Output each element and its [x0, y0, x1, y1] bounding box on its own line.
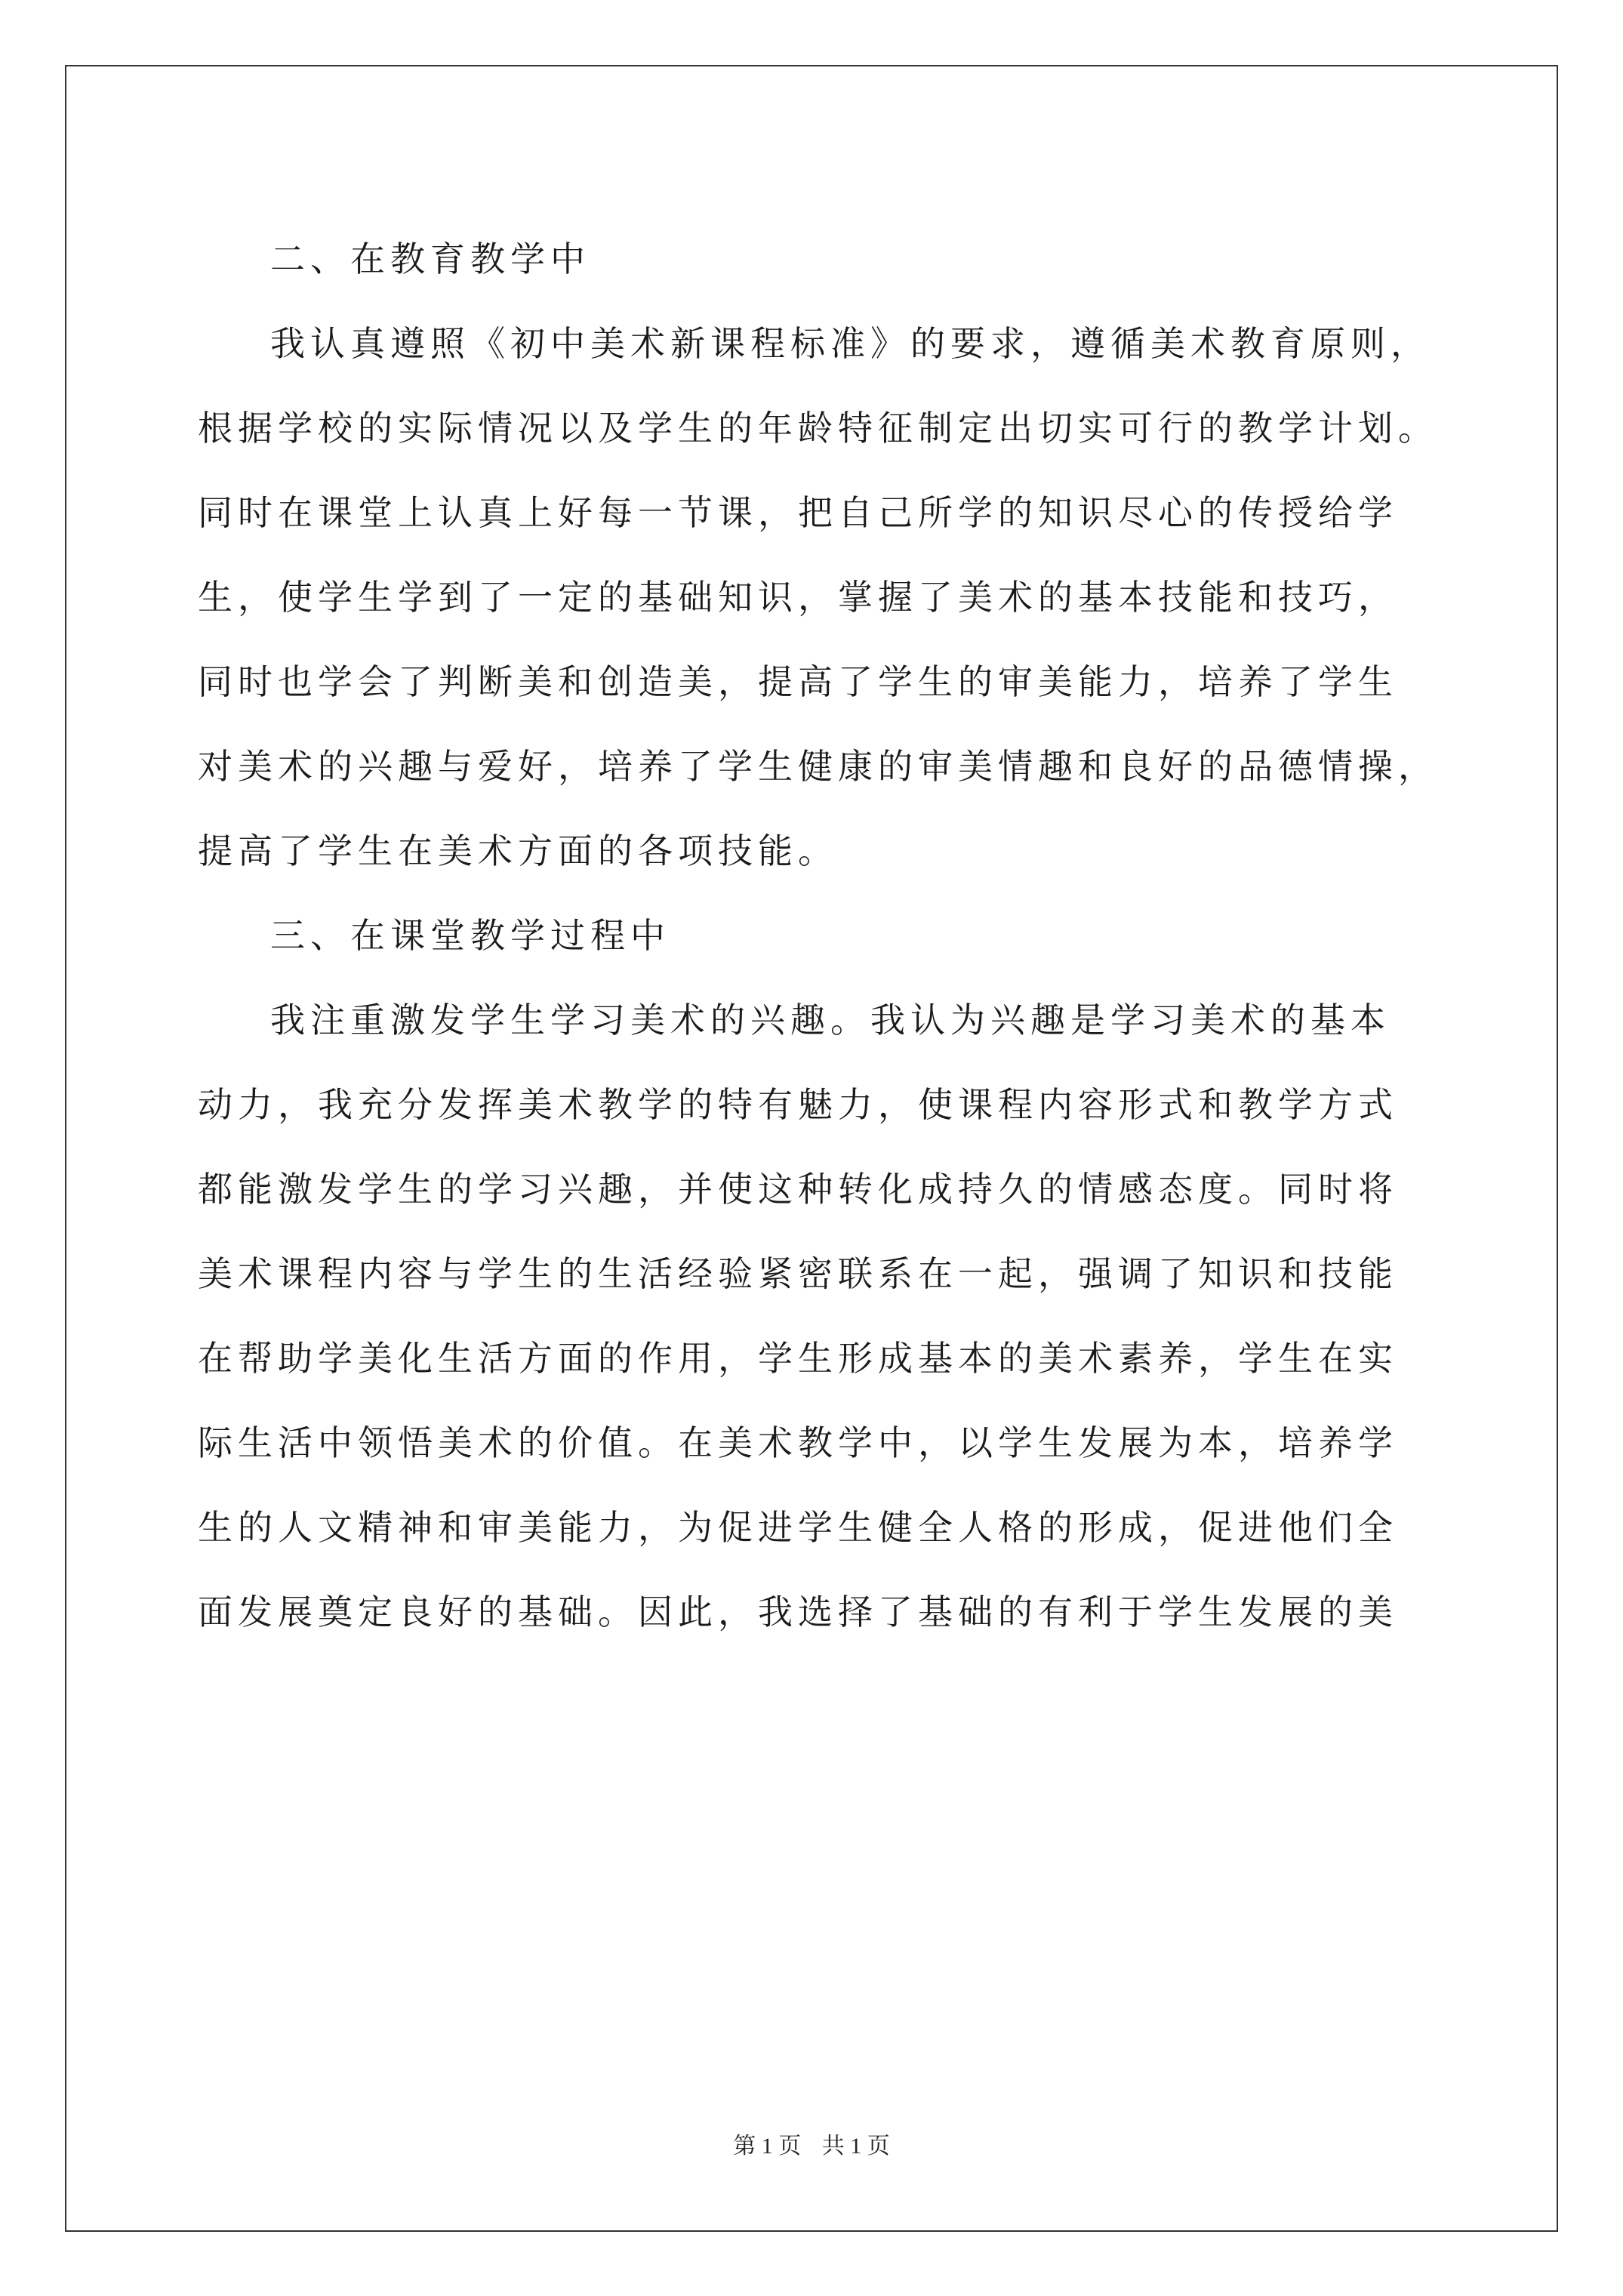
paragraph-line: 根据学校的实际情况以及学生的年龄特征制定出切实可行的教学计划。	[198, 408, 1438, 448]
paragraph-line: 对美术的兴趣与爱好，培养了学生健康的审美情趣和良好的品德情操，	[198, 746, 1438, 787]
paragraph-line: 同时也学会了判断美和创造美，提高了学生的审美能力，培养了学生	[198, 661, 1398, 702]
paragraph-line: 生，使学生学到了一定的基础知识，掌握了美术的基本技能和技巧，	[198, 577, 1398, 618]
paragraph-line: 动力，我充分发挥美术教学的特有魅力，使课程内容形式和教学方式	[198, 1084, 1398, 1125]
page-total: 共 1 页	[821, 2134, 890, 2159]
paragraph-line: 同时在课堂上认真上好每一节课，把自己所学的知识尽心的传授给学	[198, 492, 1398, 533]
page-number: 第 1 页	[733, 2134, 802, 2159]
paragraph-line: 都能激发学生的学习兴趣，并使这种转化成持久的情感态度。同时将	[198, 1169, 1398, 1210]
document-body	[198, 217, 1443, 1654]
paragraph-line: 在帮助学美化生活方面的作用，学生形成基本的美术素养，学生在实	[198, 1338, 1398, 1379]
section-heading-2: 二、在教育教学中	[270, 239, 590, 279]
paragraph-line: 我认真遵照《初中美术新课程标准》的要求，遵循美术教育原则，	[270, 323, 1431, 364]
paragraph-line: 提高了学生在美术方面的各项技能。	[198, 831, 838, 871]
paragraph-line: 面发展奠定良好的基础。因此，我选择了基础的有利于学生发展的美	[198, 1592, 1398, 1632]
paragraph-line: 生的人文精神和审美能力，为促进学生健全人格的形成，促进他们全	[198, 1507, 1398, 1548]
paragraph-line: 美术课程内容与学生的生活经验紧密联系在一起，强调了知识和技能	[198, 1253, 1398, 1294]
section-heading-3: 三、在课堂教学过程中	[270, 915, 670, 956]
paragraph-line: 际生活中领悟美术的价值。在美术教学中，以学生发展为本，培养学	[198, 1422, 1398, 1463]
paragraph-line: 我注重激发学生学习美术的兴趣。我认为兴趣是学习美术的基本	[270, 1000, 1390, 1040]
page-footer	[0, 2131, 1623, 2162]
